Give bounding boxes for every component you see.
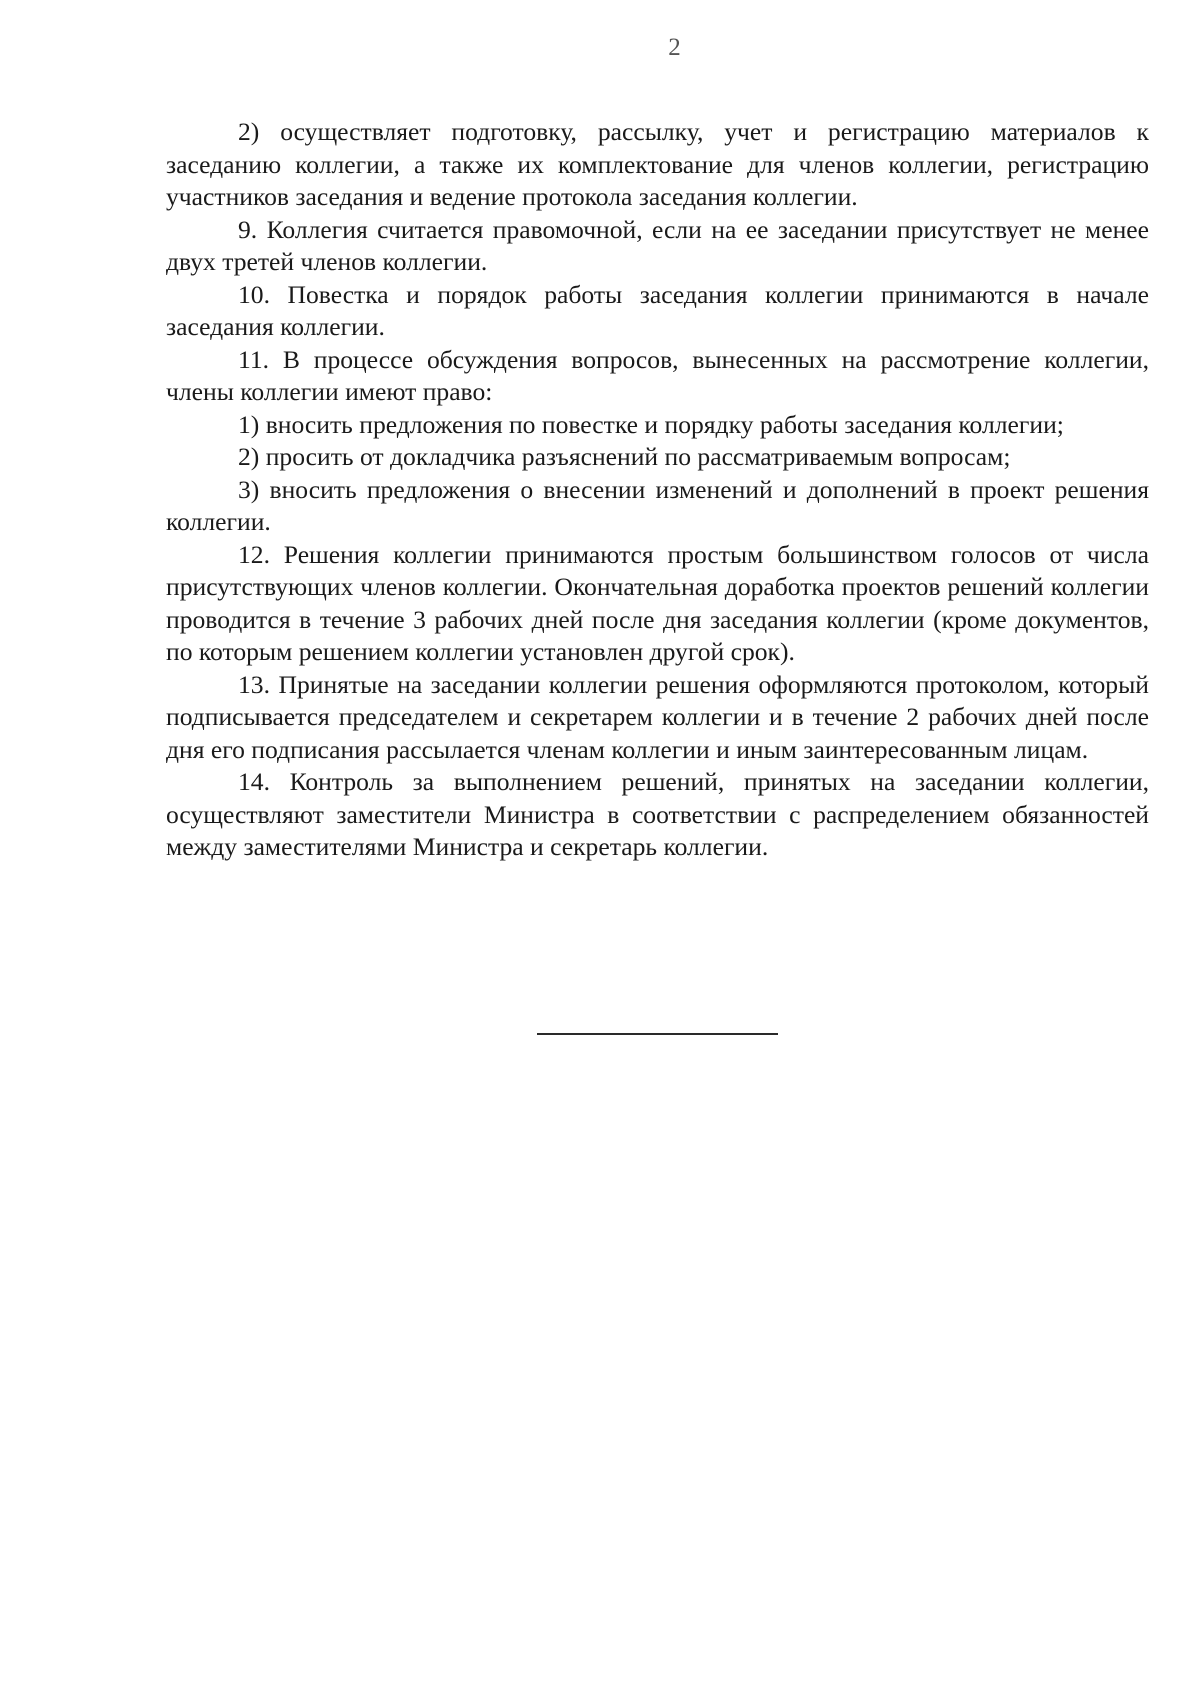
end-of-document-rule (537, 1033, 778, 1035)
paragraph-11-item-2: 2) просить от докладчика разъяснений по рассматриваемым вопросам; (238, 442, 1011, 471)
paragraph-11-member-rights: 11. В процессе обсуждения вопросов, вынесенных на рассмотрение коллегии, члены коллегии имеют право: (166, 344, 1149, 406)
paragraph-14-control: 14. Контроль за выполнением решений, принятых на заседании коллегии, осуществляют заместители Министра в соответствии с распределением обязанностей между заместителями Министра и секретарь коллегии. (166, 767, 1149, 861)
paragraph-11-item-1: 1) вносить предложения по повестке и порядку работы заседания коллегии; (238, 409, 1064, 439)
paragraph-9-quorum: 9. Коллегия считается правомочной, если на ее заседании присутствует не менее двух третей членов коллегии. (166, 214, 1149, 276)
page-number: 2 (668, 34, 681, 61)
document-body (166, 116, 1149, 864)
paragraph-11-item-3: 3) вносить предложения о внесении изменений и дополнений в проект решения коллегии. (166, 474, 1149, 536)
paragraph-10-agenda: 10. Повестка и порядок работы заседания коллегии принимаются в начале заседания коллегии. (166, 279, 1149, 341)
paragraph-12-decisions: 12. Решения коллегии принимаются простым большинством голосов от числа присутствующих членов коллегии. Окончательная доработка проектов решений коллегии проводится в течение 3 рабочих дней после дня заседания коллегии (кроме документов, по которым решением коллегии установлен другой срок). (166, 539, 1149, 666)
paragraph-item-2-secretary-duties: 2) осуществляет подготовку, рассылку, учет и регистрацию материалов к заседанию коллегии, а также их комплектование для членов коллегии, регистрацию участников заседания и ведение протокола заседания коллегии. (166, 117, 1149, 211)
paragraph-13-protocol: 13. Принятые на заседании коллегии решения оформляются протоколом, который подписывается председателем и секретарем коллегии и в течение 2 рабочих дней после дня его подписания рассылается членам коллегии и иным заинтересованным лицам. (166, 669, 1149, 764)
